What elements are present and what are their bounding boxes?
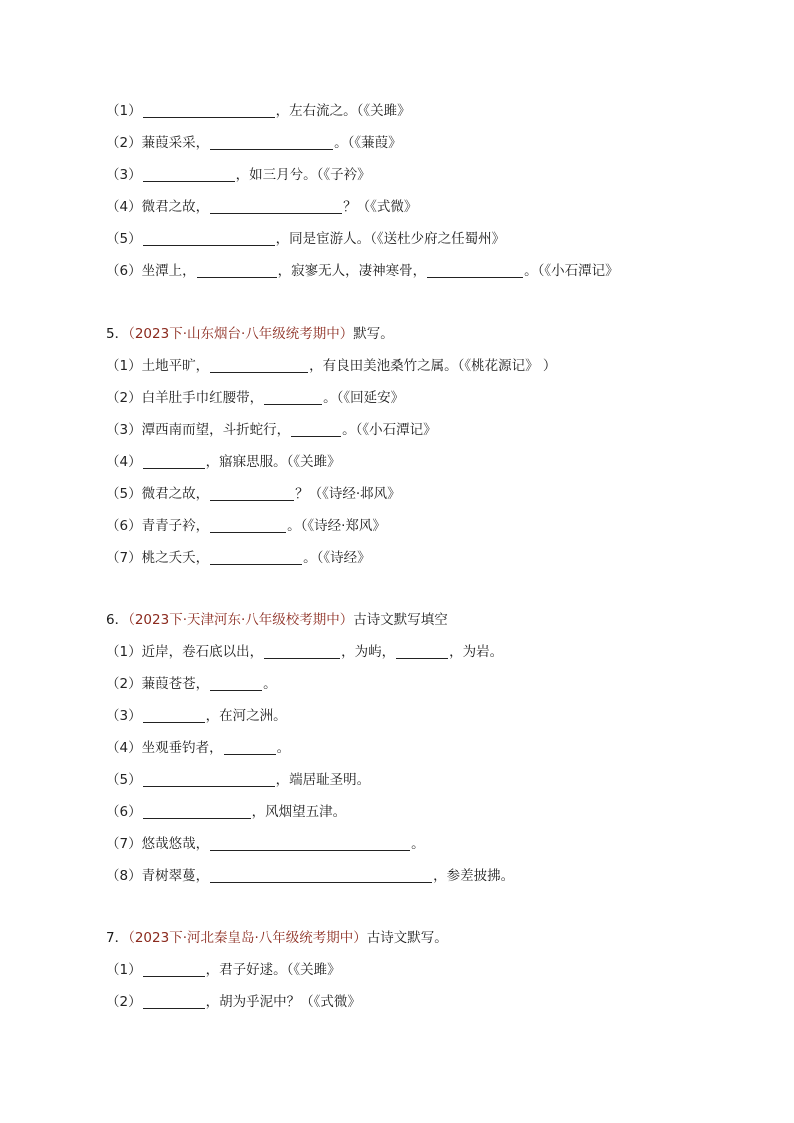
question-task: 古诗文默写。 (366, 930, 448, 946)
q6-item-8 (106, 866, 514, 886)
item-text: 坐潭上， (141, 263, 196, 279)
item-text: ，为岩。 (449, 644, 504, 660)
item-number: （2） (106, 676, 142, 692)
question-task: 默写。 (353, 326, 394, 342)
q5-item-4 (106, 452, 341, 472)
item-number: （8） (106, 868, 142, 884)
item-number: （6） (106, 804, 142, 820)
item-text: 蒹葭采采， (141, 135, 210, 151)
item-number: （6） (106, 263, 142, 279)
answer-blank[interactable] (210, 486, 294, 501)
item-number: （1） (106, 962, 142, 978)
answer-blank[interactable] (264, 390, 322, 405)
q6-heading (106, 609, 448, 631)
item-number: （2） (106, 135, 142, 151)
item-text: ，寤寐思服。（《关雎》 (205, 454, 341, 470)
answer-blank[interactable] (143, 167, 235, 182)
item-text: 土地平旷， (141, 358, 210, 374)
q5-item-2 (106, 388, 404, 408)
answer-blank[interactable] (143, 994, 205, 1009)
item-number: （2） (106, 994, 142, 1010)
q5-heading (106, 323, 394, 345)
item-text: ，左右流之。（《关雎》 (275, 103, 411, 119)
answer-blank[interactable] (143, 708, 205, 723)
item-number: （1） (106, 103, 142, 119)
q4-item-4 (106, 197, 417, 217)
item-number: （4） (106, 199, 142, 215)
q4-item-1 (106, 101, 411, 121)
item-text: 。 (263, 676, 277, 692)
q6-item-7 (106, 834, 425, 854)
item-text: ？（《诗经·邶风》 (295, 486, 401, 502)
item-number: （3） (106, 167, 142, 183)
answer-blank[interactable] (143, 231, 275, 246)
item-text: ？（《式微》 (343, 199, 418, 215)
item-number: （1） (106, 358, 142, 374)
q5-item-5 (106, 484, 401, 504)
answer-blank[interactable] (210, 518, 286, 533)
answer-blank[interactable] (427, 263, 523, 278)
item-text: ，君子好逑。（《关雎》 (205, 962, 341, 978)
q6-item-2 (106, 674, 277, 694)
answer-blank[interactable] (210, 199, 342, 214)
q5-item-1 (106, 356, 556, 376)
answer-blank[interactable] (143, 454, 205, 469)
answer-blank[interactable] (210, 550, 302, 565)
item-text: 近岸，卷石底以出， (141, 644, 264, 660)
q4-item-5 (106, 229, 505, 249)
q6-item-4 (106, 738, 290, 758)
item-text: 桃之夭夭， (141, 550, 210, 566)
q4-item-6 (106, 261, 619, 281)
item-number: （5） (106, 231, 142, 247)
answer-blank[interactable] (210, 358, 308, 373)
q7-item-2 (106, 992, 361, 1012)
q6-item-1 (106, 642, 503, 662)
item-text: ，风烟望五津。 (251, 804, 347, 820)
item-text: 。（《诗经》 (303, 550, 371, 566)
q7-item-1 (106, 960, 341, 980)
item-number: （2） (106, 390, 142, 406)
item-text: 。（《诗经·郑风》 (287, 518, 386, 534)
item-text: 坐观垂钓者， (141, 740, 223, 756)
item-text: ，胡为乎泥中？（《式微》 (205, 994, 361, 1010)
question-task: 古诗文默写填空 (353, 612, 448, 628)
item-text: 。 (411, 836, 425, 852)
answer-blank[interactable] (210, 135, 333, 150)
answer-blank[interactable] (143, 103, 275, 118)
q6-item-5 (106, 770, 370, 790)
item-text: ，端居耻圣明。 (275, 772, 371, 788)
question-source: （2023下·天津河东·八年级校考期中） (128, 612, 354, 628)
item-text: ，寂寥无人，凄神寒骨， (277, 263, 427, 279)
item-number: （7） (106, 550, 142, 566)
item-text: ，参差披拂。 (433, 868, 515, 884)
item-number: （7） (106, 836, 142, 852)
answer-blank[interactable] (291, 422, 341, 437)
item-text: 青青子衿， (141, 518, 210, 534)
item-number: （5） (106, 486, 142, 502)
item-text: 微君之故， (141, 486, 210, 502)
question-source: （2023下·山东烟台·八年级统考期中） (128, 326, 354, 342)
item-text: 微君之故， (141, 199, 210, 215)
item-number: （3） (106, 708, 142, 724)
q4-item-2 (106, 133, 402, 153)
q6-item-3 (106, 706, 287, 726)
answer-blank[interactable] (264, 644, 340, 659)
question-number: 5． (106, 326, 129, 342)
question-number: 7． (106, 930, 129, 946)
item-text: 悠哉悠哉， (141, 836, 210, 852)
item-text: 。（《蒹葭》 (334, 135, 402, 151)
item-text: 青树翠蔓， (141, 868, 210, 884)
item-text: ，在河之洲。 (205, 708, 287, 724)
item-text: 。（《回延安》 (323, 390, 405, 406)
item-text: ，为屿， (341, 644, 396, 660)
item-text: 潭西南而望，斗折蛇行， (141, 422, 291, 438)
question-source: （2023下·河北秦皇岛·八年级统考期中） (128, 930, 367, 946)
answer-blank[interactable] (143, 772, 275, 787)
item-text: ，有良田美池桑竹之属。（《桃花源记》 ） (309, 358, 557, 374)
item-text: ，如三月兮。（《子衿》 (235, 167, 371, 183)
item-number: （6） (106, 518, 142, 534)
answer-blank[interactable] (224, 740, 276, 755)
item-number: （4） (106, 740, 142, 756)
question-number: 6． (106, 612, 129, 628)
item-number: （1） (106, 644, 142, 660)
q4-item-3 (106, 165, 371, 185)
answer-blank[interactable] (210, 868, 432, 883)
q5-item-7 (106, 548, 371, 568)
item-text: ，同是宦游人。（《送杜少府之任蜀州》 (275, 231, 506, 247)
answer-blank[interactable] (143, 804, 251, 819)
q6-item-6 (106, 802, 346, 822)
item-text: 。 (276, 740, 291, 756)
q5-item-3 (106, 420, 437, 440)
q7-heading (106, 927, 448, 949)
answer-blank[interactable] (197, 263, 277, 278)
answer-blank[interactable] (143, 962, 205, 977)
answer-blank[interactable] (396, 644, 448, 659)
item-text: 白羊肚手巾红腰带， (141, 390, 264, 406)
q5-item-6 (106, 516, 386, 536)
item-text: 。（《小石潭记》 (342, 422, 437, 438)
item-number: （5） (106, 772, 142, 788)
item-number: （3） (106, 422, 142, 438)
item-text: 蒹葭苍苍， (141, 676, 210, 692)
item-text: 。（《小石潭记》 (524, 263, 619, 279)
answer-blank[interactable] (210, 676, 262, 691)
answer-blank[interactable] (210, 836, 410, 851)
item-number: （4） (106, 454, 142, 470)
